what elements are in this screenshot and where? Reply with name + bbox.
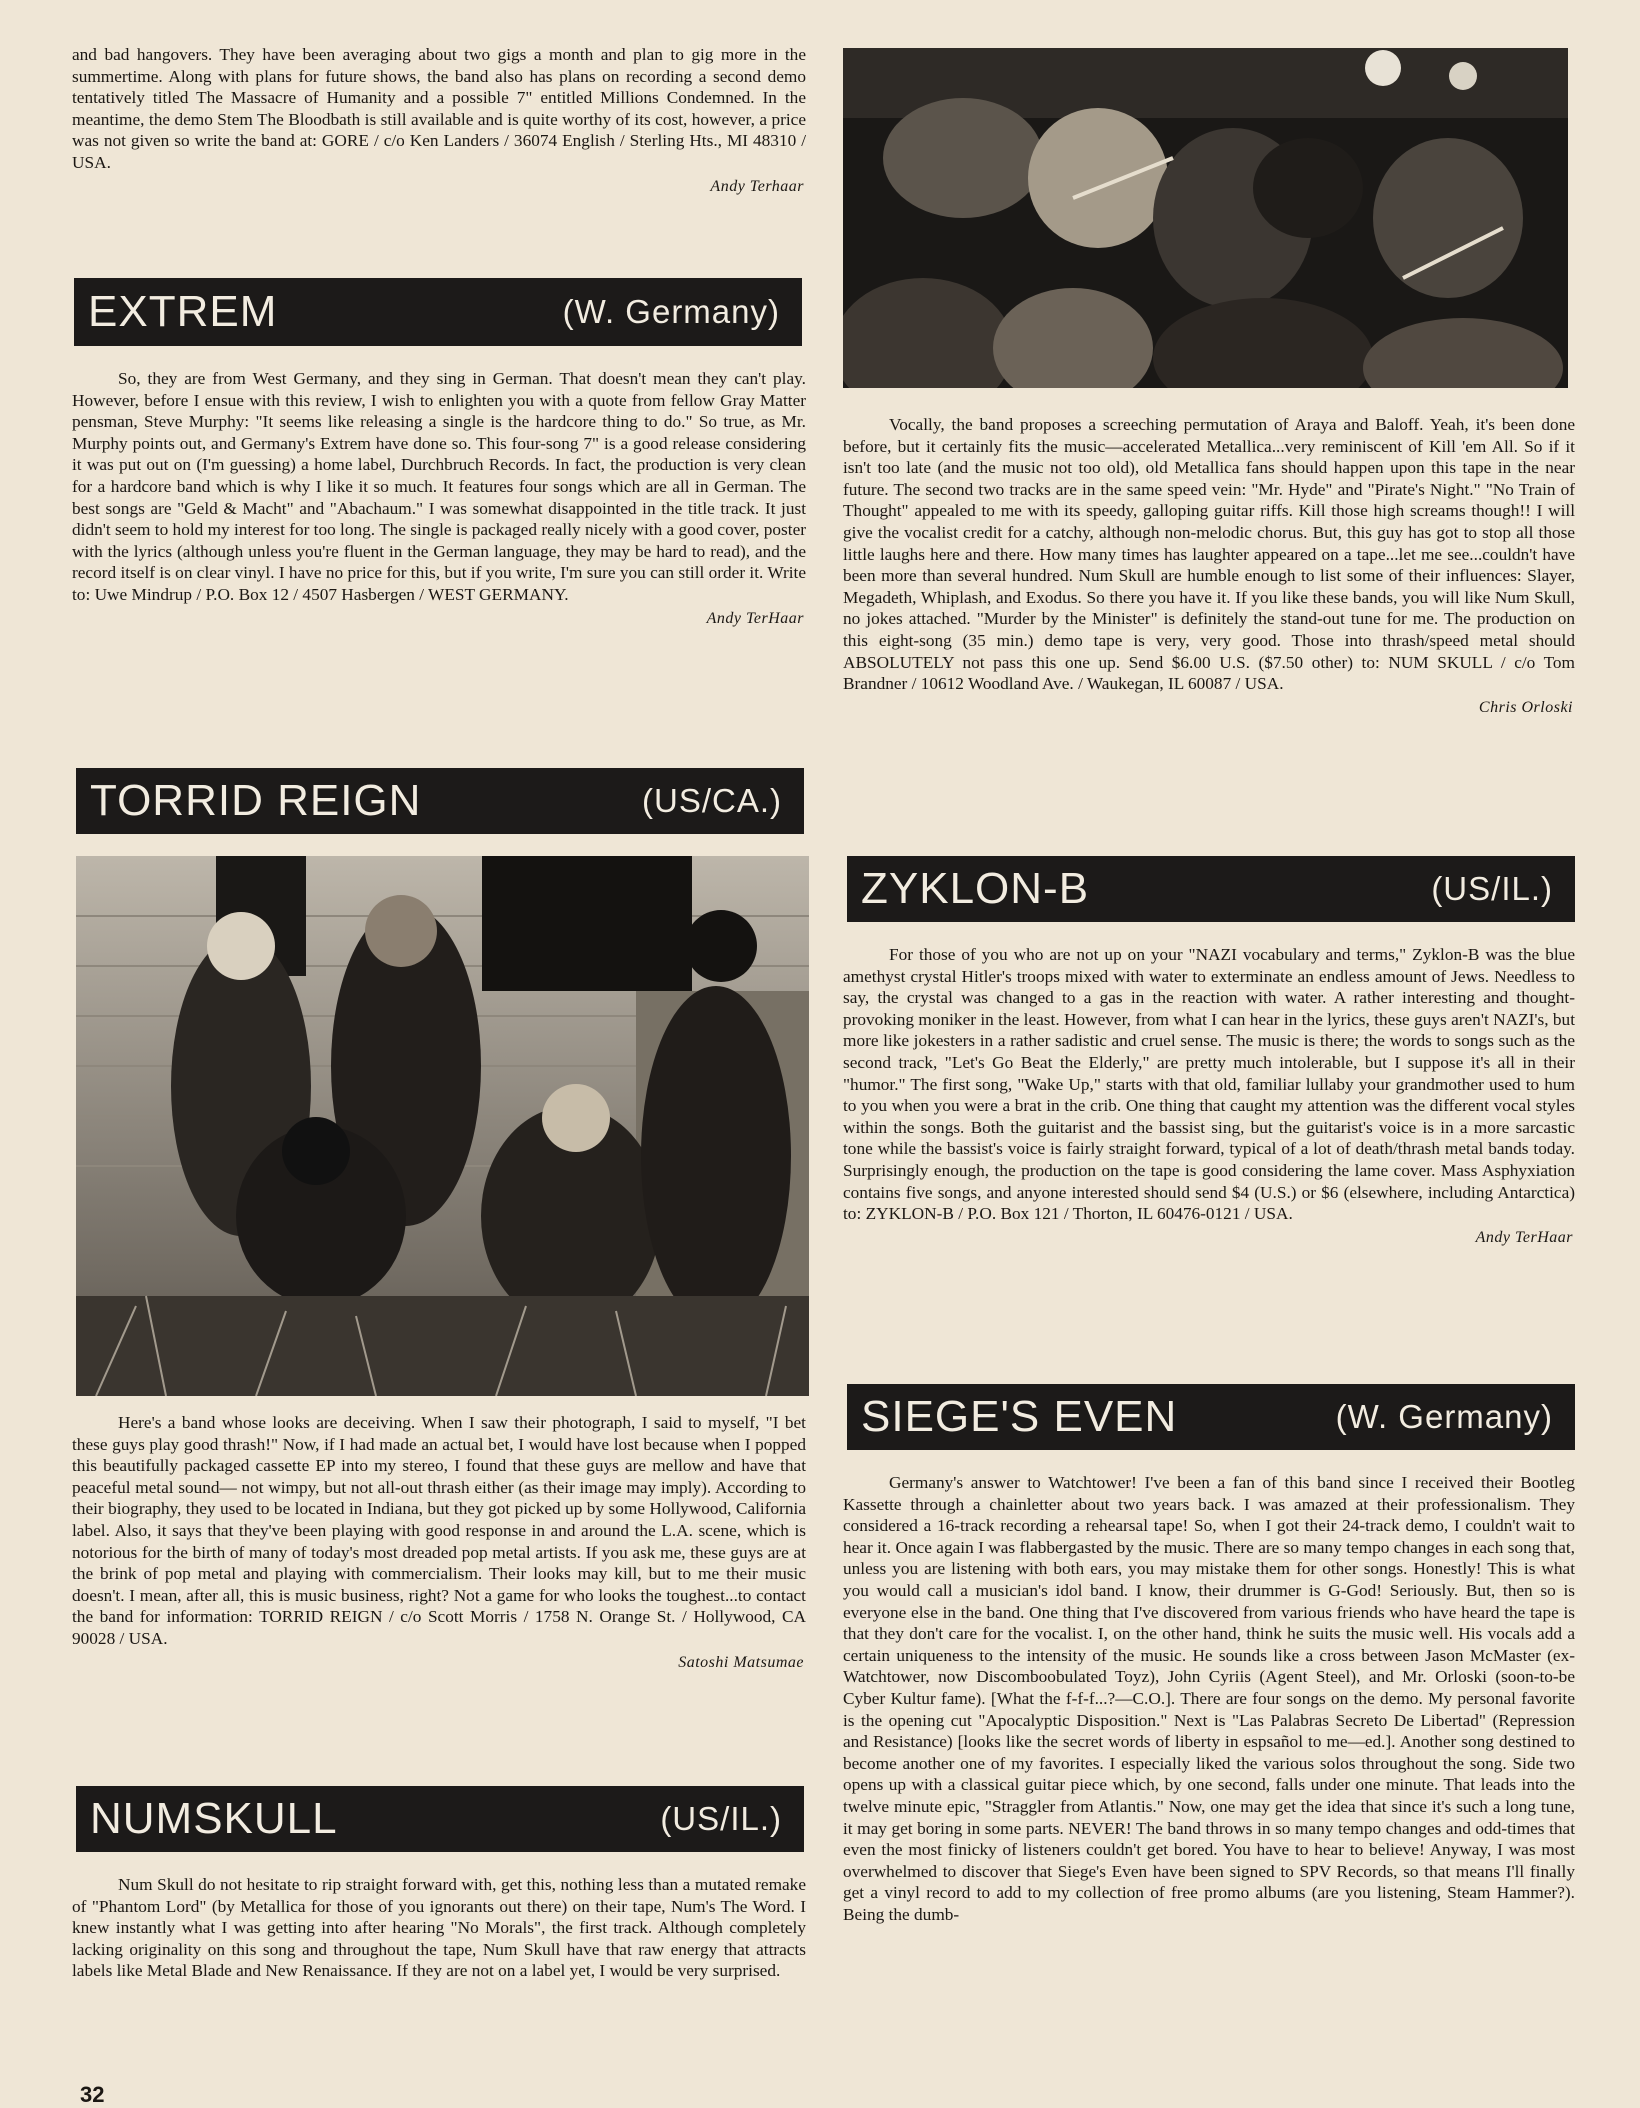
gore-review-text: and bad hangovers. They have been averaging about two gigs a month and plan to gig more in the summertime. Along with plans for future shows, the band also has plans on recording a second demo tentatively titled The Massacre of Humanity and a possible 7" entitled Millions Condemned. In the meantime, the demo Stem The Bloodbath is still available and is quite worthy of its cost, however, a price was not given so write the band at: GORE / c/o Ken Landers / 36074 English / Sterling Hts., MI 48310 / USA.	[72, 45, 806, 172]
zyklon-b-header	[847, 856, 1575, 922]
numskull-title: NUMSKULL	[90, 1794, 338, 1843]
numskull-review-author: Chris Orloski	[1478, 698, 1573, 716]
numskull-header	[76, 1786, 804, 1852]
numskull-review-continued	[843, 414, 1575, 719]
zyklon-b-review-author: Andy TerHaar	[1475, 1228, 1573, 1246]
torrid-reign-review	[72, 1412, 806, 1674]
sieges-even-header	[847, 1384, 1575, 1450]
page-number: 32	[80, 2082, 105, 2107]
extrem-title: EXTREM	[88, 287, 278, 336]
gore-review-tail	[72, 44, 806, 198]
sieges-even-title: SIEGE'S EVEN	[861, 1392, 1178, 1441]
torrid-reign-review-author: Satoshi Matsumae	[678, 1653, 804, 1671]
gore-review-author: Andy Terhaar	[710, 177, 804, 195]
torrid-reign-title: TORRID REIGN	[90, 776, 422, 825]
torrid-reign-review-text: Here's a band whose looks are deceiving. When I saw their photograph, I said to myself, "I bet these guys play good thrash!" Now, if I had made an actual bet, I would have lost because when I popped this beautifully packaged cassette EP into my stereo, I found that these guys are mellow and have that peaceful metal sound— not wimpy, but not all-out thrash either (as their image may imply). According to their biography, they used to be located in Indiana, but they got picked up by some Hollywood, California label. Also, it says that they've been playing with good response in and around the L.A. scene, which is notorious for the birth of many of today's most dreaded pop metal artists. If you ask me, these guys are at the brink of pop metal and playing with commercialism. Their looks may kill, but to me their music doesn't. I mean, after all, this is music business, right? Not a game for who looks the toughest...to contact the band for information: TORRID REIGN / c/o Scott Morris / 1758 N. Orange St. / Hollywood, CA 90028 / USA.	[72, 1413, 806, 1648]
zyklon-b-title: ZYKLON-B	[861, 864, 1090, 913]
extrem-review-author: Andy TerHaar	[706, 609, 804, 627]
zyklon-b-origin: (US/IL.)	[1431, 870, 1553, 907]
zyklon-b-review-text: For those of you who are not up on your "NAZI vocabulary and terms," Zyklon-B was the blue amethyst crystal Hitler's troops mixed with water to exterminate an endless amount of Jews. Needless to say, the crystal was changed to a gas in the reaction with water. A rather interesting and thought-provoking moniker in the least. However, from what I can hear in the lyrics, these guys aren't NAZI's, but more like jokesters in a rather sadistic and cruel sense. The music is there; the words to songs such as the second track, "Let's Go Beat the Elderly," are pretty much intolerable, but I suppose it's all in their "humor." The first song, "Wake Up," starts with that old, familiar lullaby your grandmother used to hum to you when you were a brat in the crib. One thing that caught my attention was the different vocal styles within the songs. Both the guitarist and the bassist sing, but the guitarist's voice is in a more sarcastic tone while the bassist's voice is fairly straight forward, typical of a lot of death/thrash metal bands today. Surprisingly enough, the production on the tape is good considering the lame cover. Mass Asphyxiation contains five songs, and anyone interested should send $4 (U.S.) or $6 (elsewhere, including Antarctica) to: ZYKLON-B / P.O. Box 121 / Thorton, IL 60476-0121 / USA.	[843, 945, 1575, 1224]
numskull-review	[72, 1874, 806, 1982]
torrid-reign-origin: (US/CA.)	[642, 782, 782, 819]
extrem-origin: (W. Germany)	[562, 293, 780, 330]
live-concert-photo	[843, 48, 1568, 388]
extrem-review-text: So, they are from West Germany, and they sing in German. That doesn't mean they can't play. However, before I ensue with this review, I wish to enlighten you with a quote from fellow Gray Matter pensman, Steve Murphy: "It seems like releasing a single is the hardcore thing to do." So true, as Mr. Murphy points out, and Germany's Extrem have done so. This four-song 7" is a good release considering it was put out on (I'm guessing) a home label, Durchbruch Records. In fact, the production is very clean for a hardcore band which is why I like it so much. It features four songs which are all in German. The best songs are "Geld & Macht" and "Abachaum." I was somewhat disappointed in the title track. It just didn't seem to hold my interest for too long. The single is packaged really nicely with a good cover, poster with the lyrics (although unless you're fluent in the German language, they may be hard to read), and the record itself is on clear vinyl. I have no price for this, but if you write, I'm sure you can still order it. Write to: Uwe Mindrup / P.O. Box 12 / 4507 Hasbergen / WEST GERMANY.	[72, 369, 806, 604]
torrid-reign-header	[76, 768, 804, 834]
numskull-review-cont-text: Vocally, the band proposes a screeching permutation of Araya and Baloff. Yeah, it's been done before, but it certainly fits the music—accelerated Metallica...very reminiscent of Kill 'em All. So if it isn't too late (and the music not too old), old Metallica fans should happen upon this tape in the near future. The second two tracks are in the same speed vein: "Mr. Hyde" and "Pirate's Night." "No Train of Thought" appealed to me with its speedy, galloping guitar riffs. Kill those high screams though!! I will give the vocalist credit for a catchy, although non-melodic chorus. But, this guy has got to stop all those little laughs here and there. How many times has laughter appeared on a tape...let me see...couldn't have been more than several hundred. Num Skull are humble enough to list some of their influences: Slayer, Megadeth, Whiplash, and Exodus. So there you have it. If you like these bands, you will like Num Skull, no jokes attached. "Murder by the Minister" is definitely the stand-out tune for me. The production on this eight-song (35 min.) demo tape is very, very good. Those into thrash/speed metal should ABSOLUTELY not pass this one up. Send $6.00 U.S. ($7.50 other) to: NUM SKULL / c/o Tom Brandner / 10612 Woodland Ave. / Waukegan, IL 60087 / USA.	[843, 415, 1575, 694]
sieges-even-review	[843, 1472, 1575, 1925]
numskull-review-text: Num Skull do not hesitate to rip straight forward with, get this, nothing less than a mutated remake of "Phantom Lord" (by Metallica for those of you ignorants out there) on their tape, Num's The Word. I knew instantly what I was getting into after hearing "No Morals", the first track. Although completely lacking originality on this song and throughout the tape, Num Skull have that raw energy that attracts labels like Metal Blade and New Renaissance. If they are not on a label yet, I would be very surprised.	[72, 1875, 806, 1981]
sieges-even-review-text: Germany's answer to Watchtower! I've been a fan of this band since I received their Bootleg Kassette through a chainletter about two years back. I was amazed at their professionalism. They considered a 16-track recording a rehearsal tape! So, when I got their 24-track demo, I couldn't wait to hear it. Once again I was flabbergasted by the music. There are so many tempo changes in each song that, unless you are listening with both ears, you may mistake them for other songs. Honestly! This is what you would call a musician's idol band. I know, their drummer is G-God! Seriously. But, then so is everyone else in the band. One thing that I've discovered from various friends who have heard the tape is that they don't care for the vocalist. I, on the other hand, think he suits the music well. His vocals add a certain uniqueness to the intensity of the music. He sounds like a cross between Jason McMaster (ex-Watchtower, now Discomboobulated Toyz), John Cyriis (Agent Steel), and Mr. Orloski (soon-to-be Cyber Kultur fame). [What the f-f-f...?—C.O.]. There are four songs on the demo. My personal favorite is the opening cut "Apocalyptic Disposition." Next is "Las Palabras Secreto De Libertad" (Repression and Resistance) [looks like the secret words of liberty in espsañol to me—ed.]. Another song destined to become another one of my favorites. I especially liked the various solos throughout the song. Side two opens up with a classical guitar piece which, by one second, falls under one minute. That leads into the twelve minute epic, "Straggler from Atlantis." Now, one may get the idea that since it's such a long tune, it may get boring in some parts. NEVER! The band throws in so many tempo changes and odd-times that even the most finicky of listeners couldn't get bored. You have to hear to believe! Anyway, I was most overwhelmed to discover that Siege's Even have been signed to SPV Records, so that means I'll finally get a vinyl record to add to my collection of free promo albums (are you listening, Steam Hammer?). Being the dumb-	[843, 1473, 1575, 1924]
extrem-header	[74, 278, 802, 346]
zyklon-b-review	[843, 944, 1575, 1249]
sieges-even-origin: (W. Germany)	[1335, 1398, 1553, 1435]
extrem-review	[72, 368, 806, 630]
live-concert-photo-graphic	[843, 48, 1568, 388]
torrid-reign-photo-graphic	[76, 856, 809, 1396]
numskull-origin: (US/IL.)	[660, 1800, 782, 1837]
torrid-reign-band-photo	[76, 856, 809, 1396]
